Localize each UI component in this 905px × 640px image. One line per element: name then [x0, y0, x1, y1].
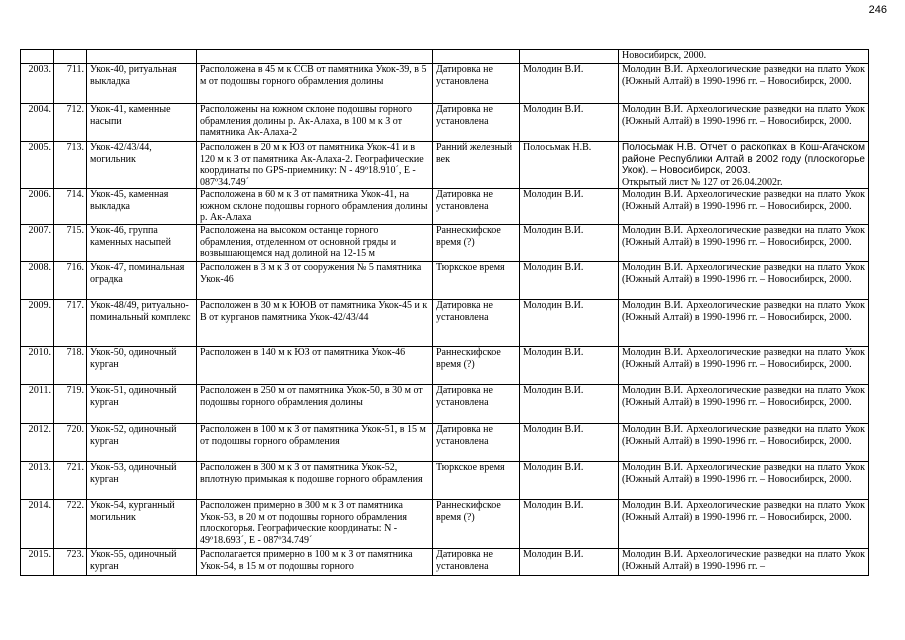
author-cell-text: Молодин В.И.: [523, 462, 584, 473]
row-number-cell: [21, 500, 54, 549]
reference-cell: [619, 64, 869, 104]
table-row: [21, 462, 869, 500]
row-number-cell: [21, 462, 54, 500]
location-cell: [197, 424, 433, 462]
section-number-cell-text: 722.: [66, 500, 84, 511]
location-cell: [197, 189, 433, 225]
reference-cell: [619, 385, 869, 424]
dating-cell-text: Тюркское время: [436, 262, 505, 273]
section-number-cell: [54, 347, 87, 385]
section-number-cell: [54, 225, 87, 262]
dating-cell: [433, 189, 520, 225]
author-cell: [520, 462, 619, 500]
author-cell-text: Полосьмак Н.В.: [523, 142, 592, 153]
dating-cell: [433, 262, 520, 300]
author-cell-text: Молодин В.И.: [523, 500, 584, 511]
location-cell-text: Расположен примерно в 300 м к З от памятника Укок-53, в 20 м от подошвы горного обрамления плоскогорья. Географические координаты: N - 49º18.693´, E - 087º34.749´: [200, 500, 407, 546]
row-number-cell-text: 2006.: [28, 189, 51, 200]
location-cell-text: Расположен в 100 м к З от памятника Укок-51, в 15 м от подошвы горного обрамления: [200, 424, 426, 447]
dating-cell-text: Датировка не установлена: [436, 189, 493, 212]
monument-name-cell-text: Укок-47, поминальная оградка: [90, 262, 185, 285]
row-number-cell-text: 2013.: [28, 462, 51, 473]
page-number: 246: [868, 4, 887, 16]
reference-cell: [619, 142, 869, 189]
row-number-cell-text: 2003.: [28, 64, 51, 75]
monument-name-cell-text: Укок-40, ритуальная выкладка: [90, 64, 177, 87]
table-row: [21, 385, 869, 424]
reference-cell-text: Молодин В.И. Археологические разведки на плато Укок (Южный Алтай) в 1990-1996 гг. – Новосибирск, 2000.: [622, 462, 865, 485]
reference-cell: Новосибирск, 2000.: [619, 50, 869, 64]
location-cell: [197, 500, 433, 549]
author-cell: [520, 385, 619, 424]
row-number-cell-text: 2010.: [28, 347, 51, 358]
author-cell-text: Молодин В.И.: [523, 549, 584, 560]
author-cell-text: Молодин В.И.: [523, 64, 584, 75]
dating-cell: [433, 385, 520, 424]
reference-cell-text: Молодин В.И. Археологические разведки на плато Укок (Южный Алтай) в 1990-1996 гг. – Новосибирск, 2000.: [622, 385, 865, 408]
row-number-cell: [21, 225, 54, 262]
reference-cell: [619, 300, 869, 347]
author-cell-text: Молодин В.И.: [523, 424, 584, 435]
table-row: [21, 104, 869, 142]
monument-name-cell: [87, 549, 197, 576]
row-number-cell: [21, 385, 54, 424]
dating-cell-text: Датировка не установлена: [436, 424, 493, 447]
dating-cell: [433, 424, 520, 462]
section-number-cell: [54, 189, 87, 225]
location-cell: [197, 64, 433, 104]
row-number-cell-text: 2007.: [28, 225, 51, 236]
section-number-cell-text: 723.: [66, 549, 84, 560]
dating-cell-text: Датировка не установлена: [436, 300, 493, 323]
dating-cell-text: Датировка не установлена: [436, 549, 493, 572]
row-number-cell-text: 2012.: [28, 424, 51, 435]
monument-name-cell-text: Укок-54, курганный могильник: [90, 500, 175, 523]
row-number-cell: [21, 104, 54, 142]
reference-cell-text: Полосьмак Н.В. Отчет о раскопках в Кош-Агачском районе Республики Алтай в 2002 году (плоскогорье Укок). – Новосибирск, 2003.: [622, 142, 865, 176]
monument-name-cell: [87, 347, 197, 385]
location-cell-text: Расположен в 3 м к З от сооружения № 5 памятника Укок-46: [200, 262, 422, 285]
author-cell: [520, 189, 619, 225]
monument-name-cell-text: Укок-51, одиночный курган: [90, 385, 177, 408]
monument-name-cell: [87, 300, 197, 347]
author-cell: [520, 225, 619, 262]
location-cell: [197, 225, 433, 262]
section-number-cell-text: 718.: [66, 347, 84, 358]
monument-name-cell: [87, 189, 197, 225]
section-number-cell: [54, 385, 87, 424]
monument-name-cell: [87, 50, 197, 64]
reference-cell: [619, 500, 869, 549]
monument-name-cell: [87, 64, 197, 104]
location-cell: [197, 50, 433, 64]
author-cell-text: Молодин В.И.: [523, 262, 584, 273]
row-number-cell: [21, 424, 54, 462]
author-cell: [520, 549, 619, 576]
location-cell-text: Расположен в 30 м к ЮЮВ от памятника Укок-45 и к В от курганов памятника Укок-42/43/44: [200, 300, 428, 323]
location-cell-text: Расположены на южном склоне подошвы горного обрамления долины р. Ак-Алаха, в 100 м к З от памятника Ак-Алаха-2: [200, 104, 413, 138]
row-number-cell: [21, 300, 54, 347]
section-number-cell-text: 711.: [66, 64, 84, 75]
row-number-cell: [21, 347, 54, 385]
dating-cell: [433, 225, 520, 262]
row-number-cell-text: 2014.: [28, 500, 51, 511]
reference-permit-text: Открытый лист № 127 от 26.04.2002г.: [622, 176, 783, 188]
dating-cell: [433, 104, 520, 142]
monument-name-cell-text: Укок-48/49, ритуально-поминальный комплекс: [90, 300, 191, 323]
table-row: [21, 50, 869, 64]
row-number-cell: [21, 50, 54, 64]
author-cell-text: Молодин В.И.: [523, 225, 584, 236]
monument-name-cell: [87, 142, 197, 189]
row-number-cell-text: 2004.: [28, 104, 51, 115]
reference-cell-text: Молодин В.И. Археологические разведки на плато Укок (Южный Алтай) в 1990-1996 гг. – Новосибирск, 2000.: [622, 424, 865, 447]
section-number-cell: [54, 50, 87, 64]
reference-cell-text: Молодин В.И. Археологические разведки на плато Укок (Южный Алтай) в 1990-1996 гг. – Новосибирск, 2000.: [622, 64, 865, 87]
table-row: [21, 189, 869, 225]
section-number-cell: [54, 142, 87, 189]
section-number-cell: [54, 500, 87, 549]
section-number-cell: [54, 424, 87, 462]
table-row: [21, 424, 869, 462]
row-number-cell: [21, 189, 54, 225]
author-cell: [520, 500, 619, 549]
section-number-cell: [54, 300, 87, 347]
monument-name-cell: [87, 462, 197, 500]
monument-name-cell-text: Укок-45, каменная выкладка: [90, 189, 169, 212]
location-cell-text: Расположен в 140 м к ЮЗ от памятника Укок-46: [200, 347, 406, 358]
section-number-cell: [54, 262, 87, 300]
location-cell: [197, 262, 433, 300]
location-cell: [197, 385, 433, 424]
section-number-cell-text: 717.: [66, 300, 84, 311]
dating-cell: [433, 462, 520, 500]
monument-name-cell: [87, 225, 197, 262]
author-cell-text: Молодин В.И.: [523, 189, 584, 200]
author-cell-text: Молодин В.И.: [523, 104, 584, 115]
author-cell: [520, 64, 619, 104]
monument-name-cell-text: Укок-53, одиночный курган: [90, 462, 177, 485]
table-row: [21, 64, 869, 104]
monument-name-cell-text: Укок-50, одиночный курган: [90, 347, 177, 370]
row-number-cell-text: 2009.: [28, 300, 51, 311]
monuments-table: [20, 49, 869, 576]
dating-cell: [433, 300, 520, 347]
monument-name-cell: [87, 424, 197, 462]
section-number-cell-text: 713.: [66, 142, 84, 153]
section-number-cell: [54, 64, 87, 104]
section-number-cell: [54, 462, 87, 500]
location-cell-text: Расположен в 250 м от памятника Укок-50, в 30 м от подошвы горного обрамления долины: [200, 385, 423, 408]
author-cell-text: Молодин В.И.: [523, 300, 584, 311]
section-number-cell: [54, 104, 87, 142]
section-number-cell-text: 720.: [66, 424, 84, 435]
author-cell-text: Молодин В.И.: [523, 385, 584, 396]
section-number-cell-text: 715.: [66, 225, 84, 236]
location-cell-text: Расположена на высоком останце горного обрамления, отделенном от основной гряды и возвышающемся над долиной на 12-15 м: [200, 225, 397, 259]
reference-cell: [619, 347, 869, 385]
section-number-cell-text: 716.: [66, 262, 84, 273]
reference-cell-text: Молодин В.И. Археологические разведки на плато Укок (Южный Алтай) в 1990-1996 гг. – Новосибирск, 2000.: [622, 300, 865, 323]
reference-cell-text: Молодин В.И. Археологические разведки на плато Укок (Южный Алтай) в 1990-1996 гг. – Новосибирск, 2000.: [622, 189, 865, 212]
monument-name-cell: [87, 385, 197, 424]
table-row: [21, 142, 869, 189]
table-row: [21, 262, 869, 300]
reference-cell: [619, 189, 869, 225]
dating-cell: [433, 50, 520, 64]
author-cell: [520, 300, 619, 347]
author-cell: [520, 104, 619, 142]
table-row: [21, 347, 869, 385]
reference-cell-text: Молодин В.И. Археологические разведки на плато Укок (Южный Алтай) в 1990-1996 гг. –: [622, 549, 865, 572]
author-cell: [520, 50, 619, 64]
dating-cell: [433, 500, 520, 549]
author-cell: [520, 262, 619, 300]
table-row: [21, 300, 869, 347]
reference-cell-text: Молодин В.И. Археологические разведки на плато Укок (Южный Алтай) в 1990-1996 гг. – Новосибирск, 2000.: [622, 500, 865, 523]
dating-cell-text: Раннескифское время (?): [436, 225, 501, 248]
dating-cell-text: Ранний железный век: [436, 142, 513, 165]
dating-cell: [433, 64, 520, 104]
author-cell: [520, 347, 619, 385]
row-number-cell: [21, 549, 54, 576]
location-cell-text: Расположена в 45 м к ССВ от памятника Укок-39, в 5 м от подошвы горного обрамления долины: [200, 64, 427, 87]
table-body: [21, 50, 869, 576]
section-number-cell-text: 721.: [66, 462, 84, 473]
reference-cell: [619, 462, 869, 500]
row-number-cell-text: 2008.: [28, 262, 51, 273]
reference-cell: [619, 104, 869, 142]
section-number-cell: [54, 549, 87, 576]
location-cell-text: Расположен в 20 м к ЮЗ от памятника Укок-41 и в 120 м к З от памятника Ак-Алаха-2. Географические координаты по GPS-приемнику: N - 49º18.910´, E - 087º34.749´: [200, 142, 424, 188]
section-number-cell-text: 719.: [66, 385, 84, 396]
reference-cell-text: Молодин В.И. Археологические разведки на плато Укок (Южный Алтай) в 1990-1996 гг. – Новосибирск, 2000.: [622, 225, 865, 248]
dating-cell-text: Раннескифское время (?): [436, 347, 501, 370]
location-cell: [197, 549, 433, 576]
row-number-cell: [21, 64, 54, 104]
row-number-cell: [21, 262, 54, 300]
dating-cell-text: Датировка не установлена: [436, 64, 493, 87]
dating-cell-text: Раннескифское время (?): [436, 500, 501, 523]
reference-cell: [619, 225, 869, 262]
table-row: [21, 500, 869, 549]
location-cell-text: Располагается примерно в 100 м к З от памятника Укок-54, в 15 м от подошвы горного: [200, 549, 413, 572]
dating-cell: [433, 549, 520, 576]
table-row: [21, 549, 869, 576]
section-number-cell-text: 714.: [66, 189, 84, 200]
reference-cell-text: Молодин В.И. Археологические разведки на плато Укок (Южный Алтай) в 1990-1996 гг. – Новосибирск, 2000.: [622, 104, 865, 127]
dating-cell: [433, 347, 520, 385]
location-cell: [197, 347, 433, 385]
reference-cell: [619, 262, 869, 300]
monument-name-cell: [87, 262, 197, 300]
author-cell: [520, 424, 619, 462]
dating-cell-text: Датировка не установлена: [436, 385, 493, 408]
dating-cell-text: Датировка не установлена: [436, 104, 493, 127]
row-number-cell-text: 2011.: [28, 385, 51, 396]
monument-name-cell-text: Укок-46, группа каменных насыпей: [90, 225, 171, 248]
monument-name-cell-text: Укок-52, одиночный курган: [90, 424, 177, 447]
location-cell: [197, 104, 433, 142]
reference-cell: [619, 424, 869, 462]
section-number-cell-text: 712.: [66, 104, 84, 115]
location-cell-text: Расположен в 300 м к З от памятника Укок-52, вплотную примыкая к подошве горного обрамления: [200, 462, 423, 485]
author-cell: [520, 142, 619, 189]
reference-cell-text: Молодин В.И. Археологические разведки на плато Укок (Южный Алтай) в 1990-1996 гг. – Новосибирск, 2000.: [622, 262, 865, 285]
location-cell: [197, 142, 433, 189]
monument-name-cell: [87, 104, 197, 142]
monument-name-cell: [87, 500, 197, 549]
reference-cell-text: Молодин В.И. Археологические разведки на плато Укок (Южный Алтай) в 1990-1996 гг. – Новосибирск, 2000.: [622, 347, 865, 370]
location-cell: [197, 300, 433, 347]
row-number-cell-text: 2015.: [28, 549, 51, 560]
author-cell-text: Молодин В.И.: [523, 347, 584, 358]
monument-name-cell-text: Укок-55, одиночный курган: [90, 549, 177, 572]
row-number-cell-text: 2005.: [28, 142, 51, 153]
reference-cell: [619, 549, 869, 576]
row-number-cell: [21, 142, 54, 189]
monument-name-cell-text: Укок-42/43/44, могильник: [90, 142, 152, 165]
location-cell: [197, 462, 433, 500]
dating-cell: [433, 142, 520, 189]
location-cell-text: Расположена в 60 м к З от памятника Укок-41, на южном склоне подошвы горного обрамления долины р. Ак-Алаха: [200, 189, 428, 223]
table-row: [21, 225, 869, 262]
dating-cell-text: Тюркское время: [436, 462, 505, 473]
monument-name-cell-text: Укок-41, каменные насыпи: [90, 104, 171, 127]
